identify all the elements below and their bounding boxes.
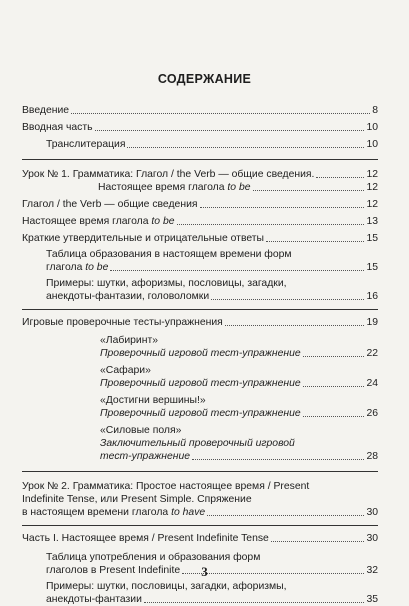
entry-text: «Силовые поля» bbox=[100, 425, 182, 436]
page-ref: 10 bbox=[366, 122, 378, 133]
entry-text: Таблица образования в настоящем времени форм bbox=[46, 249, 292, 260]
page-ref: 13 bbox=[366, 216, 378, 227]
entry-text: в настоящем времени глагола to have bbox=[22, 507, 206, 518]
entry-text: Вводная часть bbox=[22, 122, 93, 133]
page-ref: 12 bbox=[366, 169, 378, 180]
entry-text: «Сафари» bbox=[100, 365, 151, 376]
section-divider bbox=[22, 159, 378, 160]
toc-entry-intro-part bbox=[22, 121, 378, 134]
page-ref: 30 bbox=[366, 533, 378, 544]
toc-entry-test-1 bbox=[22, 334, 378, 360]
toc-entry-test-3 bbox=[22, 394, 378, 420]
page-ref: 15 bbox=[366, 233, 378, 244]
toc-entry-lesson-2 bbox=[22, 480, 378, 519]
section-divider bbox=[22, 471, 378, 472]
entry-text: Проверочный игровой тест-упражнение bbox=[100, 378, 301, 389]
entry-text: Таблица употребления и образования форм bbox=[46, 552, 261, 563]
page-ref: 24 bbox=[366, 378, 378, 389]
page-number: 3 bbox=[201, 564, 208, 579]
entry-text: Глагол / the Verb — общие сведения bbox=[22, 199, 198, 210]
page-ref: 19 bbox=[366, 317, 378, 328]
entry-text: тест-упражнение bbox=[100, 451, 191, 462]
page-ref: 28 bbox=[366, 451, 378, 462]
entry-text: Игровые проверочные тесты-упражнения bbox=[22, 317, 223, 328]
entry-text: Настоящее время глагола to be bbox=[98, 182, 251, 193]
entry-text: Урок № 1. Грамматика: Глагол / the Verb — общие сведения. bbox=[22, 169, 315, 180]
toc-entry-table-to-be bbox=[22, 248, 378, 274]
entry-text: анекдоты-фантазии, головоломки bbox=[46, 291, 210, 302]
entry-text: Indefinite Tense, или Present Simple. Спряжение bbox=[22, 494, 252, 505]
page-ref: 22 bbox=[366, 348, 378, 359]
entry-text: «Лабиринт» bbox=[100, 335, 158, 346]
entry-text: Настоящее время глагола to be bbox=[22, 216, 175, 227]
toc-entry-present-to-be bbox=[22, 215, 378, 228]
entry-text: Примеры: шутки, пословицы, загадки, афоризмы, bbox=[46, 581, 287, 592]
page-ref: 12 bbox=[366, 199, 378, 210]
toc-entry-introduction bbox=[22, 104, 378, 117]
toc-entry-examples-1 bbox=[22, 277, 378, 303]
toc-entry-part-1 bbox=[22, 532, 378, 545]
entry-text: Примеры: шутки, афоризмы, пословицы, загадки, bbox=[46, 278, 287, 289]
entry-text: Урок № 2. Грамматика: Простое настоящее время / Present bbox=[22, 481, 310, 492]
entry-text: Введение bbox=[22, 105, 70, 116]
page-ref: 30 bbox=[366, 507, 378, 518]
page-ref: 26 bbox=[366, 408, 378, 419]
page-ref: 8 bbox=[372, 105, 378, 116]
page-ref: 12 bbox=[366, 182, 378, 193]
entry-text: Транслитерация bbox=[46, 139, 126, 150]
page-ref: 35 bbox=[366, 594, 378, 605]
page-ref: 32 bbox=[366, 565, 378, 576]
toc-entry-verb-general bbox=[22, 198, 378, 211]
page-ref: 16 bbox=[366, 291, 378, 302]
entry-text: Часть I. Настоящее время / Present Indefinite Tense bbox=[22, 533, 269, 544]
entry-text: анекдоты-фантазии bbox=[46, 594, 142, 605]
toc-entry-lesson-1 bbox=[22, 168, 378, 194]
entry-text: Заключительный проверочный игровой bbox=[100, 438, 295, 449]
entry-text: Проверочный игровой тест-упражнение bbox=[100, 348, 301, 359]
page-ref: 10 bbox=[366, 139, 378, 150]
toc-entry-transliteration bbox=[22, 138, 378, 151]
toc-entry-short-answers bbox=[22, 232, 378, 245]
toc-entry-game-tests bbox=[22, 316, 378, 329]
entry-text: глаголов в Present Indefinite bbox=[46, 565, 181, 576]
page-ref: 15 bbox=[366, 262, 378, 273]
section-divider bbox=[22, 309, 378, 310]
entry-text: «Достигни вершины!» bbox=[100, 395, 206, 406]
entry-text: Проверочный игровой тест-упражнение bbox=[100, 408, 301, 419]
section-divider bbox=[22, 525, 378, 526]
entry-text: глагола to be bbox=[46, 262, 109, 273]
toc-entry-test-2 bbox=[22, 364, 378, 390]
table-of-contents bbox=[22, 104, 378, 606]
entry-text: Краткие утвердительные и отрицательные ответы bbox=[22, 233, 265, 244]
toc-entry-examples-2 bbox=[22, 580, 378, 606]
page-title: СОДЕРЖАНИЕ bbox=[157, 72, 252, 86]
toc-entry-test-4 bbox=[22, 424, 378, 463]
